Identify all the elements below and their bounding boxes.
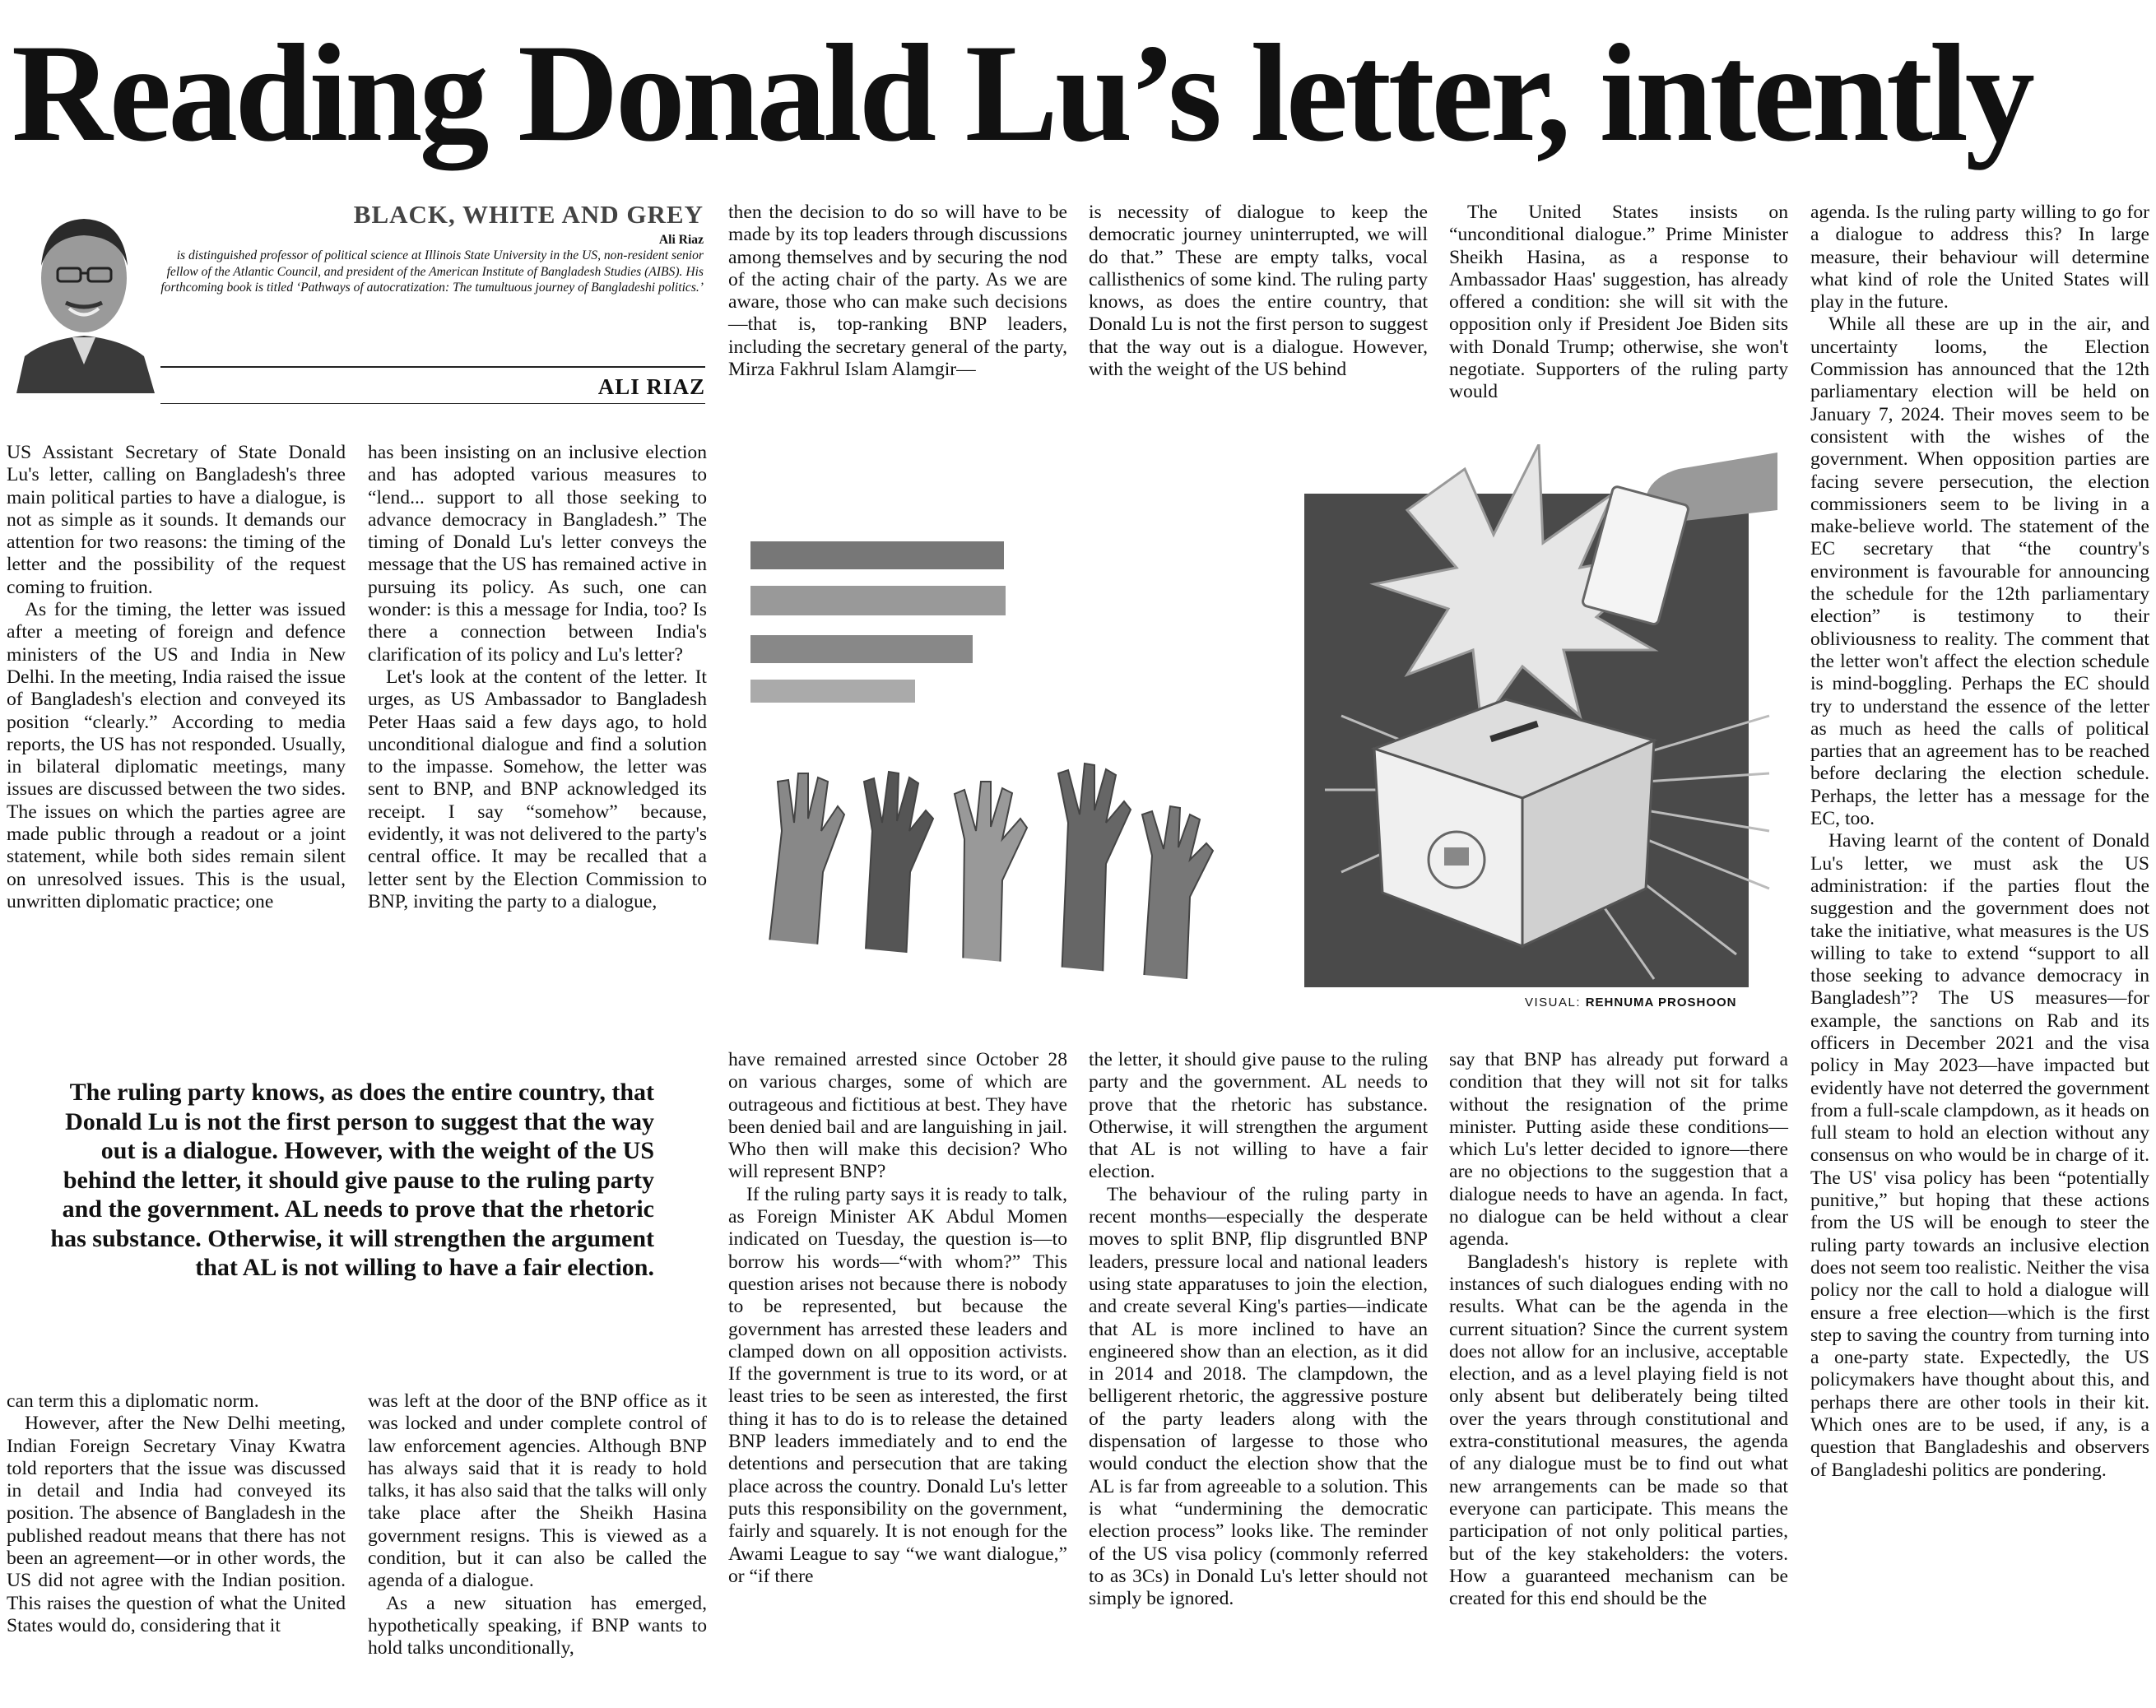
paragraph: As a new situation has emerged, hypothetically speaking, if BNP wants to hold talks unconditionally, (368, 1592, 707, 1659)
col1-top (7, 442, 346, 913)
illustration (749, 444, 1777, 987)
paragraph: has been insisting on an inclusive election and has adopted various measures to “lend... support to all those seeking to advance democracy in Bangladesh.” The timing of Donald Lu's letter conveys the message that the US has remained active in pursuing its policy. As such, one can wonder: is this a message for India, too? Is there a connection between India's clarification of its policy and Lu's letter? (368, 442, 707, 666)
column-name: BLACK, WHITE AND GREY (353, 200, 704, 229)
paragraph: have remained arrested since October 28 on various charges, some of which are outrageous and fictitious at best. They have been denied bail and are languishing in jail. Who then will make this decision? Who will represent BNP? (728, 1049, 1067, 1183)
paragraph: The behaviour of the ruling party in recent months—especially the desperate moves to split BNP, flip disgruntled BNP leaders, pressure local and national leaders using state apparatuses to join the election, and create several King's parties—indicate that AL is more inclined to have an engineered show than an election, as it did in 2014 and 2018. The clampdown, the belligerent rhetoric, the aggressive posture of the party leaders along with the dispensation of largesse to those who would conduct the election show that the AL is far from agreeable to a solution. This is what “undermining the democratic election process” looks like. The reminder of the US visa policy (commonly referred to as 3Cs) in Donald Lu's letter should not simply be ignored. (1089, 1183, 1428, 1610)
paragraph: US Assistant Secretary of State Donald Lu's letter, calling on Bangladesh's three main political parties to have a dialogue, is not as simple as it sounds. It demands our attention for two reasons: the timing of the letter and the possibility of the request coming to fruition. (7, 442, 346, 598)
paragraph: was left at the door of the BNP office as it was locked and under complete control of law enforcement agencies. Although BNP has always said that it is ready to hold talks, it has also said that the talks will only take place after the Sheikh Hasina government resigns. This is viewed as a condition, but it can also be called the agenda of a dialogue. (368, 1390, 707, 1592)
paragraph: If the ruling party says it is ready to talk, as Foreign Minister AK Abdul Momen indicated on Tuesday, the question is—to borrow his words—“with whom?” This question arises not because there is nobody to be represented, but because the government has arrested these leaders and clamped down on all opposition activists. If the government is true to its word, or at least tries to be seen as interested, the first thing it has to do is to release the detained BNP leaders immediately and to end the detentions and persecution that are taking place across the country. Donald Lu's letter puts this responsibility on the government, fairly and squarely. It is not enough for the Awami League to say “we want dialogue,” or “if there (728, 1183, 1067, 1587)
credit-label: VISUAL: (1525, 996, 1582, 1009)
col3-top (728, 202, 1067, 381)
credit-name: REHNUMA PROSHOON (1585, 996, 1737, 1009)
paragraph: While all these are up in the air, and uncertainty looms, the Election Commission has announced that the 12th parliamentary election will be held on January 7, 2024. Their moves seem to be consistent with the wishes of the government. When opposition parties are facing severe persecution, the election commissioners seem to be living in a make-believe world. The statement of the EC secretary that “the country's environment is favourable for announcing the schedule for the 12th parliamentary election” is testimony to their obliviousness to reality. The comment that the letter won't affect the election schedule is mind-boggling. Perhaps the EC should try to understand the essence of the letter as much as heed the calls of political parties that an agreement has to be reached before declaring the election schedule. Perhaps, the letter has a message for the EC, too. (1810, 313, 2149, 830)
paragraph: Having learnt of the content of Donald Lu's letter, we must ask the US administration: if the parties flout the suggestion and the government does not take the initiative, what measures is the US willing to take to extend “support to all those seeking to advance democracy in Bangladesh”? The US measures—for example, the sanctions on Rab and its officers in December 2021 and the visa policy in May 2023—have impacted but evidently have not deterred the government from a full-scale clampdown, as it heads on full steam to hold an election without any consensus on who would be in charge of it. The US' visa policy has been “potentially punitive,” but hoping that these actions from the US will be enough to steer the ruling party towards an inclusive election does not seem too realistic. Neither the visa policy nor the call to hold a dialogue will ensure a free election—which is the first step to saving the country from turning into a one-party state. Expectedly, the US policymakers have thought about this, and perhaps there are other tools in their kit. Which ones are to be used, if any, is a question that Bangladeshis and observers of Bangladeshi politics are pondering. (1810, 830, 2149, 1481)
paragraph: However, after the New Delhi meeting, Indian Foreign Secretary Vinay Kwatra told reporters that the issue was discussed in detail and India had conveyed its position. The absence of Bangladesh in the published readout means that there has not been an agreement—or in other words, the US did not agree with the Indian position. This raises the question of what the United States would do, considering that it (7, 1413, 346, 1636)
author-bio (160, 232, 704, 295)
paragraph: the letter, it should give pause to the ruling party and the government. AL needs to prove that the rhetoric has substance. Otherwise, it will strengthen the argument that AL is not willing to have a fair election. (1089, 1049, 1428, 1183)
col5-top (1449, 202, 1788, 404)
col2-top (368, 442, 707, 913)
byline-rule (160, 366, 705, 368)
col1-bottom (7, 1390, 346, 1637)
paragraph: then the decision to do so will have to be made by its top leaders through discussions among themselves and by securing the nod of the acting chair of the party. As we are aware, those who can make such decisions—that is, top-ranking BNP leaders, including the secretary general of the party, Mirza Fakhrul Islam Alamgir— (728, 202, 1067, 381)
paragraph: agenda. Is the ruling party willing to go for a dialogue to address this? In large measure, their behaviour will determine what kind of role the United States will play in the future. (1810, 202, 2149, 313)
headline: Reading Donald Lu’s letter, intently (12, 16, 2032, 170)
author-name: Ali Riaz (658, 233, 704, 247)
author-photo (8, 188, 160, 393)
col4-bottom (1089, 1049, 1428, 1610)
paragraph: is necessity of dialogue to keep the democratic journey uninterrupted, we will do that.” These are empty talks, vocal callisthenics of some kind. The ruling party knows, as does the entire country, that Donald Lu is not the first person to suggest that the way out is a dialogue. However, with the weight of the US behind (1089, 202, 1428, 381)
col2-bottom (368, 1390, 707, 1660)
byline: ALI RIAZ (597, 374, 705, 399)
pull-quote: The ruling party knows, as does the entire country, that Donald Lu is not the first person to suggest that the way out is a dialogue. However, with the weight of the US behind the letter, it should give pause to the ruling party and the government. AL needs to prove that the rhetoric has substance. Otherwise, it will strengthen the argument that AL is not willing to have a fair election. (50, 1079, 654, 1281)
paragraph: Let's look at the content of the letter. It urges, as US Ambassador to Bangladesh Peter Haas said a few days ago, to hold unconditional dialogue and find a solution to the impasse. Somehow, the letter was sent to BNP, and BNP acknowledged its receipt. I say “somehow” because, evidently, it was not delivered to the party's central office. It may be recalled that a letter sent by the Election Commission to BNP, inviting the party to a dialogue, (368, 666, 707, 912)
col4-top (1089, 202, 1428, 381)
paragraph: As for the timing, the letter was issued after a meeting of foreign and defence ministers of the US and India in New Delhi. In the meeting, India raised the issue of Bangladesh's election and conveyed its position “clearly.” According to media reports, the US has not responded. Usually, in bilateral diplomatic meetings, many issues are discussed between the two sides. The issues on which the parties agree are made public through a readout or a joint statement, while both sides remain silent on unresolved issues. This is the usual, unwritten diplomatic practice; one (7, 599, 346, 912)
col6 (1810, 202, 2149, 1482)
col5-bottom (1449, 1049, 1788, 1610)
byline-rule-bottom (160, 403, 705, 404)
paragraph: Bangladesh's history is replete with instances of such dialogues ending with no results. What can be the agenda in the current situation? Since the current system does not allow for an inclusive, acceptable election, and as a level playing field is not only absent but deliberately being tilted over the years through constitutional and extra-constitutional measures, the agenda of any dialogue must be to find out what new arrangements can be made so that everyone can participate. This means the participation of not only political parties, but of the key stakeholders: the voters. How a guaranteed mechanism can be created for this end should be the (1449, 1251, 1788, 1610)
paragraph: The United States insists on “unconditional dialogue.” Prime Minister Sheikh Hasina, as a response to Ambassador Haas' suggestion, has already offered a condition: she will sit with the opposition only if President Joe Biden sits with Donald Trump; otherwise, she won't negotiate. Supporters of the ruling party would (1449, 202, 1788, 403)
paragraph: can term this a diplomatic norm. (7, 1390, 259, 1412)
author-bio-text: is distinguished professor of political science at Illinois State University in the US, non-resident senior fellow of the Atlantic Council, and president of the American Institute of Bangladesh Studies (AIBS). His forthcoming book is titled ‘Pathways of autocratization: The tumultuous journey of Bangladeshi politics.’ (160, 248, 704, 295)
visual-credit (1525, 996, 1737, 1009)
paragraph: say that BNP has already put forward a condition that they will not sit for talks without the resignation of the prime minister. Putting aside these conditions—which Lu's letter decided to ignore—there are no objections to the suggestion that a dialogue needs to have an agenda. In fact, no dialogue can be held without a clear agenda. (1449, 1049, 1788, 1251)
col3-bottom (728, 1049, 1067, 1588)
